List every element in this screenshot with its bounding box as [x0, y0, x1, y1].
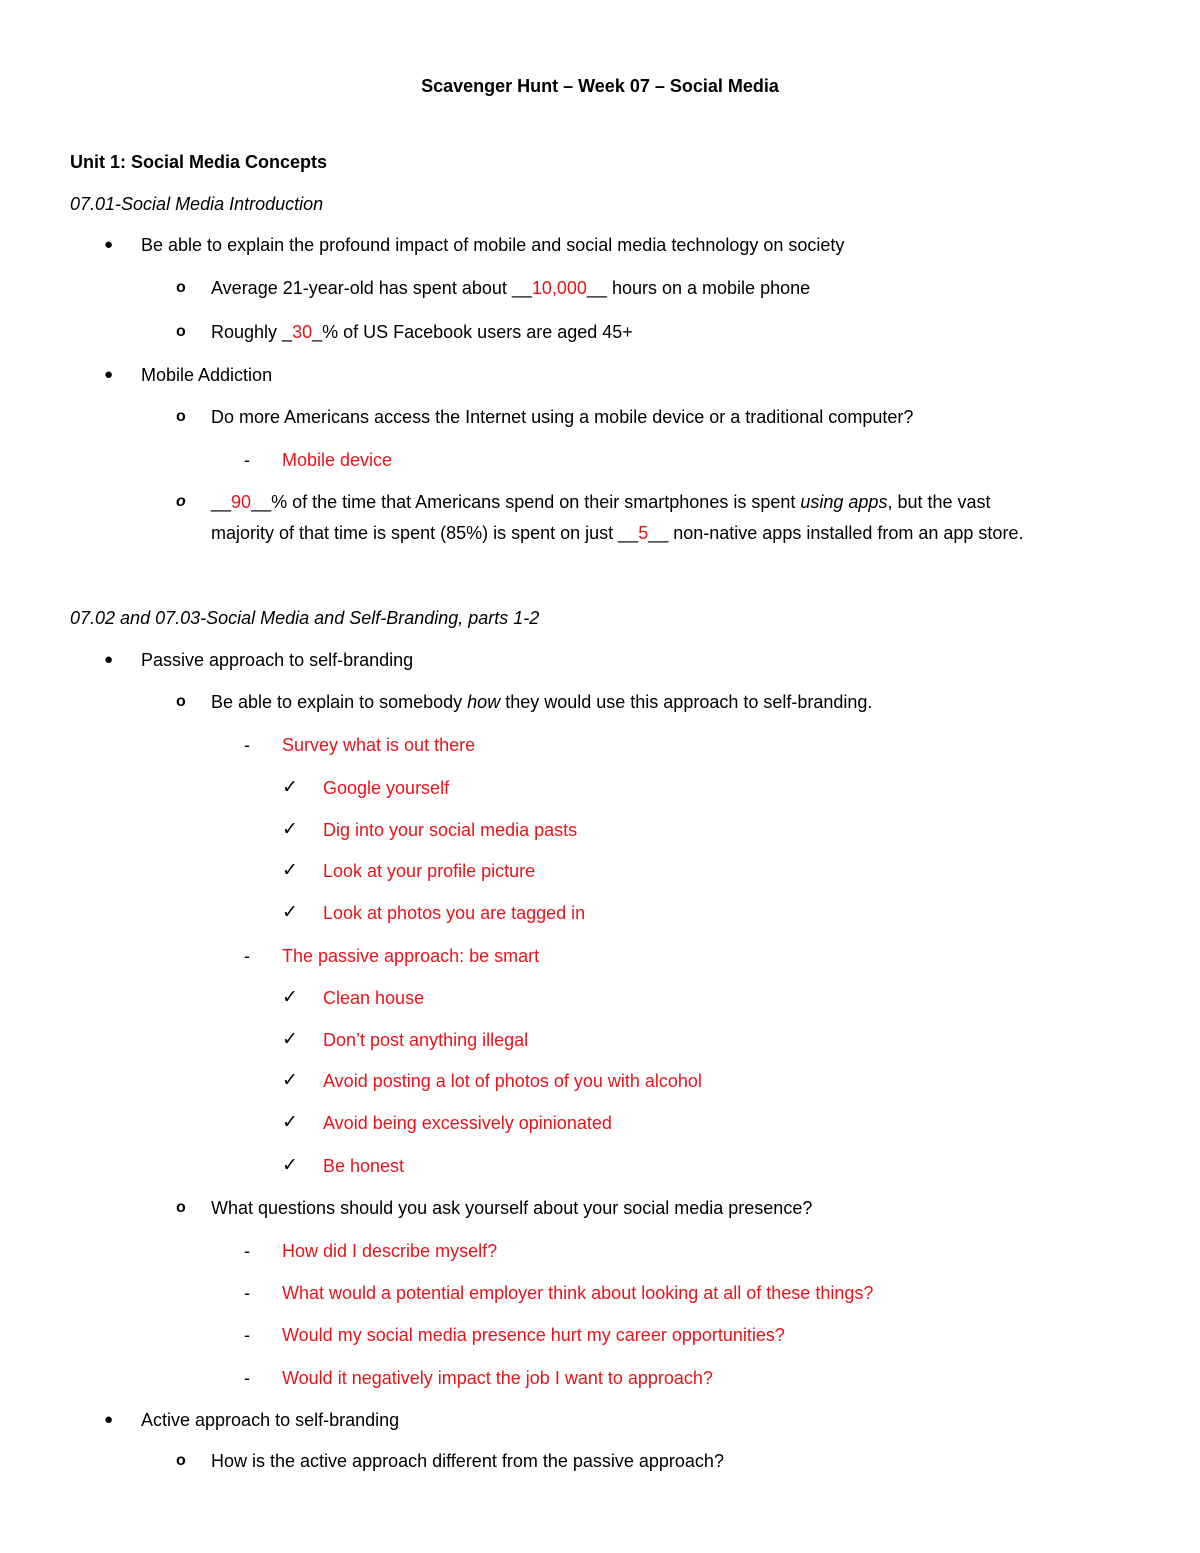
dash-icon: - — [244, 946, 250, 966]
sub-item-text: __ — [211, 492, 232, 512]
sub-item-question: Do more Americans access the Internet using a mobile device or a traditional computer? — [211, 407, 914, 427]
bullet-mobile-addiction: Mobile Addiction — [141, 365, 273, 385]
emphasis-text: using apps — [800, 492, 888, 512]
circle-bullet-icon: o — [176, 279, 186, 296]
answer-text: 10,000 — [531, 278, 587, 298]
sub-item-text: __ non-native apps installed from an app store. — [648, 523, 1024, 543]
sub-item-text: __% of the time that Americans spend on their smartphones is spent — [251, 492, 801, 512]
dash-icon: - — [244, 1283, 250, 1303]
answer-text: Would my social media presence hurt my career opportunities? — [282, 1325, 785, 1345]
answer-text: Clean house — [323, 988, 425, 1008]
checkmark-icon: ✓ — [282, 777, 298, 798]
sub-item-text: __ hours on a mobile phone — [586, 278, 811, 298]
sub-item-text: , but the vast — [887, 492, 991, 512]
checkmark-icon: ✓ — [282, 1155, 298, 1176]
sub-item-text: Roughly _ — [211, 322, 293, 342]
bullet-icon: ● — [104, 236, 114, 253]
answer-text: Would it negatively impact the job I want to approach? — [282, 1368, 713, 1388]
checkmark-icon: ✓ — [282, 860, 298, 881]
sub-item-questions: What questions should you ask yourself about your social media presence? — [211, 1198, 813, 1218]
unit-heading: Unit 1: Social Media Concepts — [70, 152, 328, 172]
checkmark-icon: ✓ — [282, 902, 298, 923]
section-heading-07-01: 07.01-Social Media Introduction — [70, 194, 324, 214]
answer-text: Look at photos you are tagged in — [323, 903, 586, 923]
answer-text: Google yourself — [323, 778, 450, 798]
answer-text: Don’t post anything illegal — [323, 1030, 529, 1050]
bullet-passive-approach: Passive approach to self-branding — [141, 650, 414, 670]
circle-bullet-icon: o — [176, 693, 186, 710]
sub-item-hours — [211, 276, 810, 300]
sub-item-text: Average 21-year-old has spent about __ — [211, 278, 532, 298]
section-heading-07-02: 07.02 and 07.03-Social Media and Self-Branding, parts 1-2 — [70, 608, 540, 628]
page-title: Scavenger Hunt – Week 07 – Social Media — [421, 76, 779, 96]
answer-text: The passive approach: be smart — [282, 946, 540, 966]
bullet-impact: Be able to explain the profound impact of mobile and social media technology on society — [141, 235, 845, 255]
checkmark-icon: ✓ — [282, 1112, 298, 1133]
sub-item-text: they would use this approach to self-branding. — [500, 692, 873, 712]
checkmark-icon: ✓ — [282, 987, 298, 1008]
answer-text: Mobile device — [282, 450, 393, 470]
answer-text: How did I describe myself? — [282, 1241, 498, 1261]
bullet-icon: ● — [104, 1411, 114, 1428]
answer-text: Avoid posting a lot of photos of you with alcohol — [323, 1071, 702, 1091]
answer-text: 90 — [231, 492, 252, 512]
checkmark-icon: ✓ — [282, 819, 298, 840]
answer-text: Be honest — [323, 1156, 405, 1176]
bullet-icon: ● — [104, 651, 114, 668]
bullet-icon: ● — [104, 366, 114, 383]
answer-text: What would a potential employer think about looking at all of these things? — [282, 1283, 874, 1303]
circle-bullet-icon: o — [176, 1199, 186, 1216]
sub-item-text: majority of that time is spent (85%) is spent on just __ — [211, 523, 639, 543]
sub-item-apps — [211, 490, 991, 514]
circle-bullet-icon: o — [176, 1452, 186, 1469]
sub-item-text: Be able to explain to somebody — [211, 692, 468, 712]
answer-text: 5 — [638, 523, 649, 543]
circle-bullet-icon: o — [176, 408, 186, 425]
circle-bullet-icon: o — [176, 493, 186, 510]
bullet-active-approach: Active approach to self-branding — [141, 1410, 400, 1430]
answer-text: Look at your profile picture — [323, 861, 536, 881]
sub-item-apps-continued — [211, 521, 1023, 545]
dash-icon: - — [244, 450, 250, 470]
emphasis-text: how — [467, 692, 501, 712]
answer-text: Avoid being excessively opinionated — [323, 1113, 612, 1133]
sub-item-active-difference: How is the active approach different from the passive approach? — [211, 1451, 724, 1471]
sub-item-facebook — [211, 320, 633, 344]
dash-icon: - — [244, 1241, 250, 1261]
answer-text: 30 — [292, 322, 313, 342]
dash-icon: - — [244, 1325, 250, 1345]
checkmark-icon: ✓ — [282, 1029, 298, 1050]
sub-item-explain — [211, 690, 872, 714]
sub-item-text: _% of US Facebook users are aged 45+ — [312, 322, 633, 342]
circle-bullet-icon: o — [176, 323, 186, 340]
answer-text: Survey what is out there — [282, 735, 476, 755]
checkmark-icon: ✓ — [282, 1070, 298, 1091]
answer-text: Dig into your social media pasts — [323, 820, 578, 840]
dash-icon: - — [244, 735, 250, 755]
dash-icon: - — [244, 1368, 250, 1388]
